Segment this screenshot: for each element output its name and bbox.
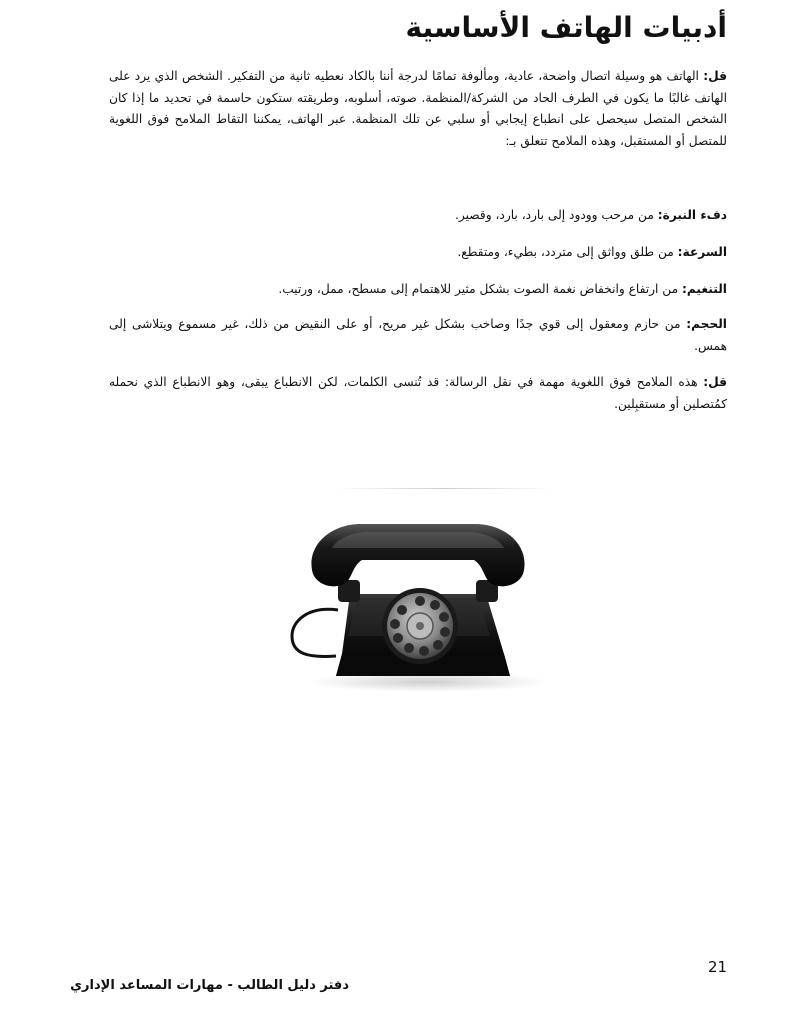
cord-shape (292, 609, 338, 656)
closing-lead: قل: (703, 375, 727, 389)
item-tone-warmth (109, 205, 727, 227)
handset-highlight (332, 532, 504, 548)
item-text: من ارتفاع وانخفاض نغمة الصوت بشكل مثير للاهتمام إلى مسطح، ممل، ورتيب. (278, 282, 682, 296)
page-number: 21 (708, 958, 728, 976)
item-volume (109, 314, 727, 357)
intro-paragraph (109, 66, 727, 152)
telephone-image (278, 486, 558, 698)
item-text: من طلق وواثق إلى متردد، بطيء، ومتقطع. (457, 245, 678, 259)
item-speed (109, 242, 727, 264)
item-text: من مرحب وودود إلى بارد، بارد، وقصير. (455, 208, 658, 222)
item-label: السرعة: (677, 245, 727, 259)
item-label: التنغيم: (682, 282, 727, 296)
item-label: الحجم: (686, 317, 727, 331)
closing-paragraph (109, 372, 727, 415)
dial-hub-shape (416, 622, 424, 630)
closing-text: هذه الملامح فوق اللغوية مهمة في نقل الرسالة: قد تُنسى الكلمات، لكن الانطباع يبقى، وهو الانطباع الذي نحمله كمُتصلين أو مستقبِلين. (109, 375, 727, 411)
rotary-telephone-icon (278, 486, 558, 698)
item-intonation (109, 279, 727, 301)
item-text: من حازم ومعقول إلى قوي جدًا وصاخب بشكل غير مريح، أو على النقيض من ذلك، غير مسموع ويتلاشى إلى همس. (109, 317, 727, 353)
footer-text: دفتر دليل الطالب - مهارات المساعد الإداري (70, 978, 349, 993)
intro-text: الهاتف هو وسيلة اتصال واضحة، عادية، ومألوفة تمامًا لدرجة أننا بالكاد نعطيه ثانية من التفكير. الشخص الذي يرد على الهاتف غالبًا ما يكون في الطرف الحاد من الشركة/المنظمة. صوته، أسلوبه، وطريقته ستكون حاسمة في تحديد ما إذا كان الشخص المتصل سيحصل على انطباع إيجابي أو سلبي عن تلك المنظمة. عبر الهاتف، يمكننا التقاط الملامح فوق اللغوية للمتصل أو المستقبل، وهذه الملامح تتعلق بـ: (109, 69, 727, 148)
page-title: أدبيات الهاتف الأساسية (405, 11, 727, 44)
item-label: دفء النبرة: (657, 208, 727, 222)
intro-lead: قل: (703, 69, 727, 83)
